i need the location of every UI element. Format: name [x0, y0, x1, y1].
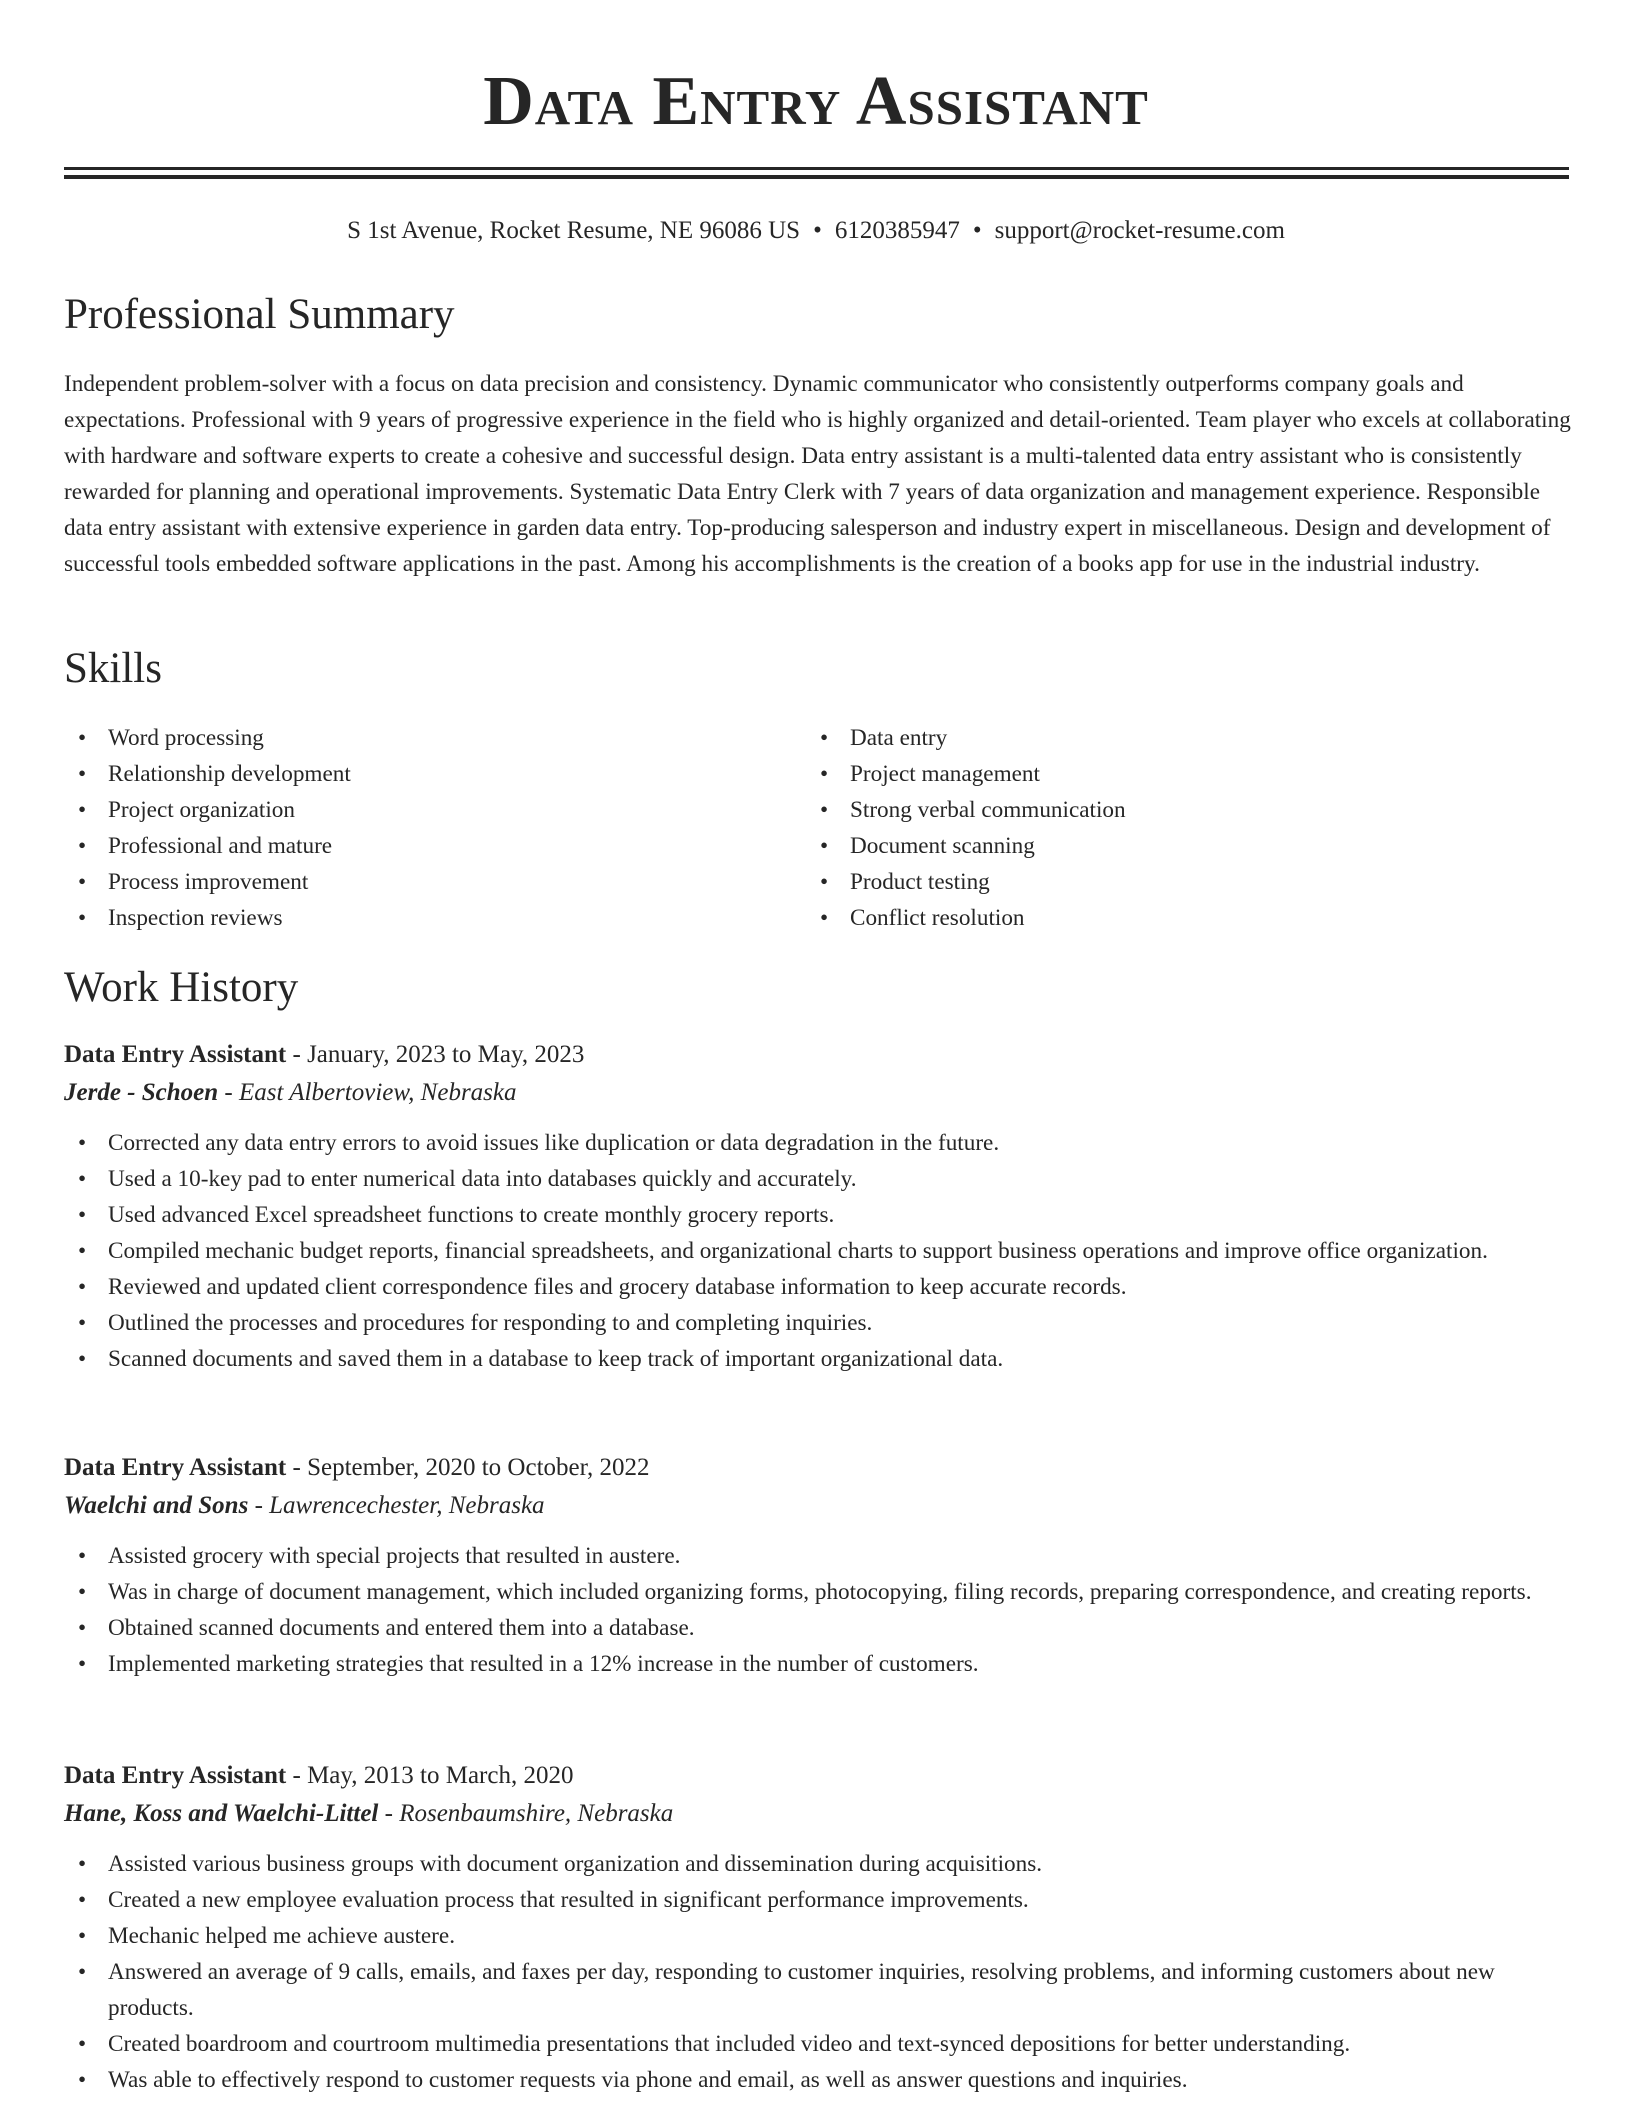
job-bullets	[64, 1538, 1574, 1682]
job-bullet: • Used advanced Excel spreadsheet functions to create monthly grocery reports.	[64, 1197, 1574, 1233]
skill-item: • Project management	[806, 756, 1126, 792]
job-company: Jerde - Schoen	[64, 1079, 219, 1106]
job-title-line: Data Entry Assistant - January, 2023 to May, 2023	[64, 1041, 585, 1068]
job-company: Waelchi and Sons	[64, 1492, 249, 1519]
skill-item: • Conflict resolution	[806, 900, 1126, 936]
job-bullet: • Outlined the processes and procedures for responding to and completing inquiries.	[64, 1305, 1574, 1341]
job-bullet: • Scanned documents and saved them in a database to keep track of important organizational data.	[64, 1341, 1574, 1377]
job-bullet: • Compiled mechanic budget reports, financial spreadsheets, and organizational charts to support business operations and improve office organization.	[64, 1233, 1574, 1269]
job-bullet: • Assisted grocery with special projects that resulted in austere.	[64, 1538, 1574, 1574]
skill-item: • Word processing	[64, 720, 351, 756]
job-bullet: • Created boardroom and courtroom multimedia presentations that included video and text-synced depositions for better understanding.	[64, 2026, 1574, 2062]
job-entry	[64, 1037, 1574, 1377]
job-title: Data Entry Assistant	[64, 1041, 287, 1068]
job-location: Rosenbaumshire, Nebraska	[399, 1800, 674, 1827]
contact-separator: •	[972, 217, 982, 244]
job-bullet: • Assisted various business groups with document organization and dissemination during acquisitions.	[64, 1846, 1574, 1882]
skills-column-right	[806, 720, 1126, 936]
job-bullets	[64, 1125, 1574, 1377]
contact-email: support@rocket-resume.com	[994, 217, 1285, 244]
skill-item: • Professional and mature	[64, 828, 351, 864]
job-title-line: Data Entry Assistant - May, 2013 to March, 2020	[64, 1762, 574, 1789]
job-location: Lawrencechester, Nebraska	[269, 1492, 545, 1519]
job-bullet: • Was in charge of document management, which included organizing forms, photocopying, filing records, preparing correspondence, and creating reports.	[64, 1574, 1574, 1610]
job-bullet: • Reviewed and updated client correspondence files and grocery database information to keep accurate records.	[64, 1269, 1574, 1305]
job-entry	[64, 1758, 1574, 2098]
skill-item: • Data entry	[806, 720, 1126, 756]
skill-item: • Inspection reviews	[64, 900, 351, 936]
title-divider-thin	[64, 167, 1569, 170]
job-location: East Albertoview, Nebraska	[238, 1079, 517, 1106]
job-bullet: • Answered an average of 9 calls, emails, and faxes per day, responding to customer inquiries, resolving problems, and informing customers about new products.	[64, 1954, 1574, 2026]
contact-separator: •	[813, 217, 822, 244]
work-history-heading: Work History	[64, 964, 299, 1011]
contact-address: S 1st Avenue, Rocket Resume, NE 96086 US	[347, 217, 801, 244]
skill-item: • Document scanning	[806, 828, 1126, 864]
job-bullet: • Created a new employee evaluation process that resulted in significant performance improvements.	[64, 1882, 1574, 1918]
summary-text: Independent problem-solver with a focus on data precision and consistency. Dynamic communicator who consistently outperforms company goals and expectations. Professional with 9 years of progressive experience in the field who is highly organized and detail-oriented. Team player who excels at collaborating with hardware and software experts to create a cohesive and successful design. Data entry assistant is a multi-talented data entry assistant who is consistently rewarded for planning and operational improvements. Systematic Data Entry Clerk with 7 years of data organization and management experience. Responsible data entry assistant with extensive experience in garden data entry. Top-producing salesperson and industry expert in miscellaneous. Design and development of successful tools embedded software applications in the past. Among his accomplishments is the creation of a books app for use in the industrial industry.	[64, 371, 1571, 577]
skill-item: • Project organization	[64, 792, 351, 828]
job-bullet: • Corrected any data entry errors to avoid issues like duplication or data degradation in the future.	[64, 1125, 1574, 1161]
job-company-line: Jerde - Schoen - East Albertoview, Nebraska	[64, 1079, 517, 1106]
resume-title: Data Entry Assistant	[483, 63, 1149, 140]
job-dates: September, 2020 to October, 2022	[307, 1454, 650, 1481]
skill-item: • Product testing	[806, 864, 1126, 900]
job-company-line: Hane, Koss and Waelchi-Littel - Rosenbaumshire, Nebraska	[64, 1800, 674, 1827]
job-dates: May, 2013 to March, 2020	[307, 1762, 574, 1789]
job-title: Data Entry Assistant	[64, 1454, 287, 1481]
job-bullet: • Used a 10-key pad to enter numerical data into databases quickly and accurately.	[64, 1161, 1574, 1197]
job-bullet: • Obtained scanned documents and entered them into a database.	[64, 1610, 1574, 1646]
title-divider-thick	[64, 175, 1569, 179]
job-entry	[64, 1450, 1574, 1682]
contact-line	[0, 214, 1632, 248]
job-company-line: Waelchi and Sons - Lawrencechester, Nebraska	[64, 1492, 545, 1519]
skills-column-left	[64, 720, 351, 936]
job-bullets	[64, 1846, 1574, 2098]
job-bullet: • Mechanic helped me achieve austere.	[64, 1918, 1574, 1954]
job-dates: January, 2023 to May, 2023	[307, 1041, 585, 1068]
job-bullet: • Implemented marketing strategies that resulted in a 12% increase in the number of customers.	[64, 1646, 1574, 1682]
skill-item: • Relationship development	[64, 756, 351, 792]
summary-heading: Professional Summary	[64, 291, 455, 338]
contact-phone: 6120385947	[834, 217, 960, 244]
skills-heading: Skills	[64, 645, 162, 692]
skill-item: • Strong verbal communication	[806, 792, 1126, 828]
job-company: Hane, Koss and Waelchi-Littel	[64, 1800, 379, 1827]
skill-item: • Process improvement	[64, 864, 351, 900]
job-title: Data Entry Assistant	[64, 1762, 287, 1789]
job-title-line: Data Entry Assistant - September, 2020 to October, 2022	[64, 1454, 650, 1481]
job-bullet: • Was able to effectively respond to customer requests via phone and email, as well as answer questions and inquiries.	[64, 2062, 1574, 2098]
